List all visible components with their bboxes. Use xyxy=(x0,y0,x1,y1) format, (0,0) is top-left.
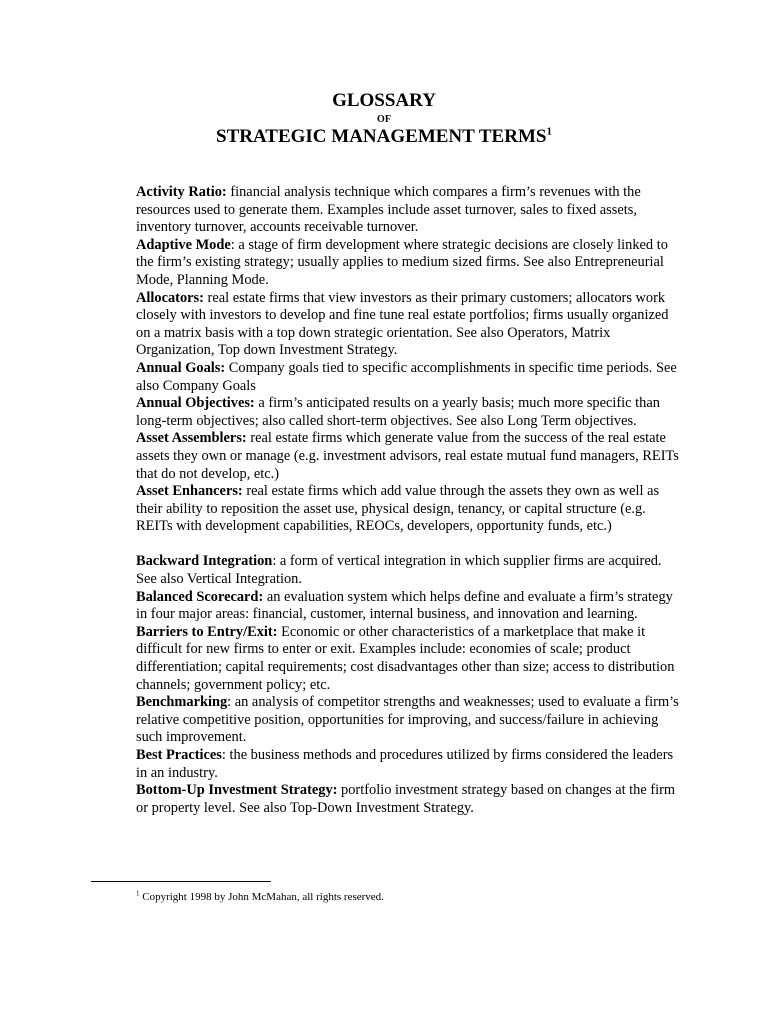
glossary-entry xyxy=(136,483,684,536)
glossary-term: Asset Enhancers: xyxy=(136,483,243,500)
glossary-term: Allocators: xyxy=(136,289,204,306)
glossary-term: Backward Integration xyxy=(136,553,273,570)
glossary-definition: : the business methods and procedures utilized by firms considered the leaders in an industry. xyxy=(136,747,674,781)
glossary-definition: Economic or other characteristics of a marketplace that make it difficult for new firms to enter or exit. Examples include: economies of scale; product differentiation; capital requirements; cost disadvantages other than size; access to distribution channels; government policy; etc. xyxy=(136,623,675,693)
subtitle-text: STRATEGIC MANAGEMENT TERMS xyxy=(216,126,547,147)
glossary-entry xyxy=(136,624,684,694)
glossary-term: Barriers to Entry/Exit: xyxy=(136,623,278,640)
glossary-entry xyxy=(136,395,684,430)
glossary-entry xyxy=(136,589,684,624)
glossary-entry xyxy=(136,360,684,395)
footnote xyxy=(136,890,384,904)
glossary-entry xyxy=(136,184,684,237)
glossary-term: Annual Objectives: xyxy=(136,395,255,412)
glossary-entry xyxy=(136,782,684,817)
glossary-definition: : a form of vertical integration in which supplier firms are acquired. See also Vertical Integration. xyxy=(136,553,662,588)
footnote-text: Copyright 1998 by John McMahan, all rights reserved. xyxy=(139,891,384,903)
footnote-reference: 1 xyxy=(546,125,552,138)
glossary-term: Balanced Scorecard: xyxy=(136,588,264,605)
glossary-definition: financial analysis technique which compares a firm’s revenues with the resources used to generate them. Examples include asset turnover, sales to fixed assets, inventory turnover, accounts receivable turnover. xyxy=(136,184,641,236)
glossary-list xyxy=(136,184,684,817)
page-subtitle xyxy=(0,126,768,148)
glossary-term: Asset Assemblers: xyxy=(136,430,247,447)
glossary-definition: real estate firms which generate value from the success of the real estate assets they own or manage (e.g. investment advisors, real estate mutual fund managers, REITs that do not develop, etc.) xyxy=(136,430,679,482)
glossary-entry xyxy=(136,237,684,290)
glossary-definition: real estate firms which add value through the assets they own as well as their ability to reposition the asset use, physical design, tenancy, or capital structure (e.g. REITs with development capabilities, REOCs, developers, opportunity funds, etc.) xyxy=(136,483,660,535)
glossary-term: Bottom-Up Investment Strategy: xyxy=(136,782,338,799)
glossary-definition: real estate firms that view investors as their primary customers; allocators work closely with investors to develop and fine tune real estate portfolios; firms usually organized on a matrix basis with a top down strategic orientation. See also Operators, Matrix Organization, Top down Investment Strategy. xyxy=(136,289,669,359)
glossary-definition: a firm’s anticipated results on a yearly basis; much more specific than long-term objectives; also called short-term objectives. See also Long Term objectives. xyxy=(136,395,660,429)
glossary-definition: : an analysis of competitor strengths and weaknesses; used to evaluate a firm’s relative competitive position, opportunities for improving, and success/failure in achieving such improvement. xyxy=(136,694,679,746)
footnote-marker: 1 xyxy=(136,889,140,898)
glossary-entry xyxy=(136,747,684,782)
glossary-entry xyxy=(136,290,684,360)
page-title: GLOSSARY xyxy=(332,90,436,111)
glossary-definition: : a stage of firm development where strategic decisions are closely linked to the firm’s existing strategy; usually applies to medium sized firms. See also Entrepreneurial Mode, Planning Mode. xyxy=(136,236,668,288)
glossary-term: Best Practices xyxy=(136,747,222,763)
glossary-definition: an evaluation system which helps define and evaluate a firm’s strategy in four major areas: financial, customer, internal business, and innovation and learning. xyxy=(136,588,673,623)
glossary-entry xyxy=(136,694,684,747)
glossary-term: Annual Goals: xyxy=(136,359,226,376)
glossary-term: Activity Ratio: xyxy=(136,184,227,200)
glossary-entry xyxy=(136,430,684,483)
glossary-term: Benchmarking xyxy=(136,694,228,711)
glossary-definition: Company goals tied to specific accomplishments in specific time periods. See also Company Goals xyxy=(136,359,677,394)
glossary-term: Adaptive Mode xyxy=(136,236,231,253)
glossary-entry xyxy=(136,553,684,588)
footnote-divider xyxy=(91,881,271,882)
title-connector: OF xyxy=(377,114,391,125)
glossary-definition: portfolio investment strategy based on changes at the firm or property level. See also Top-Down Investment Strategy. xyxy=(136,782,676,816)
